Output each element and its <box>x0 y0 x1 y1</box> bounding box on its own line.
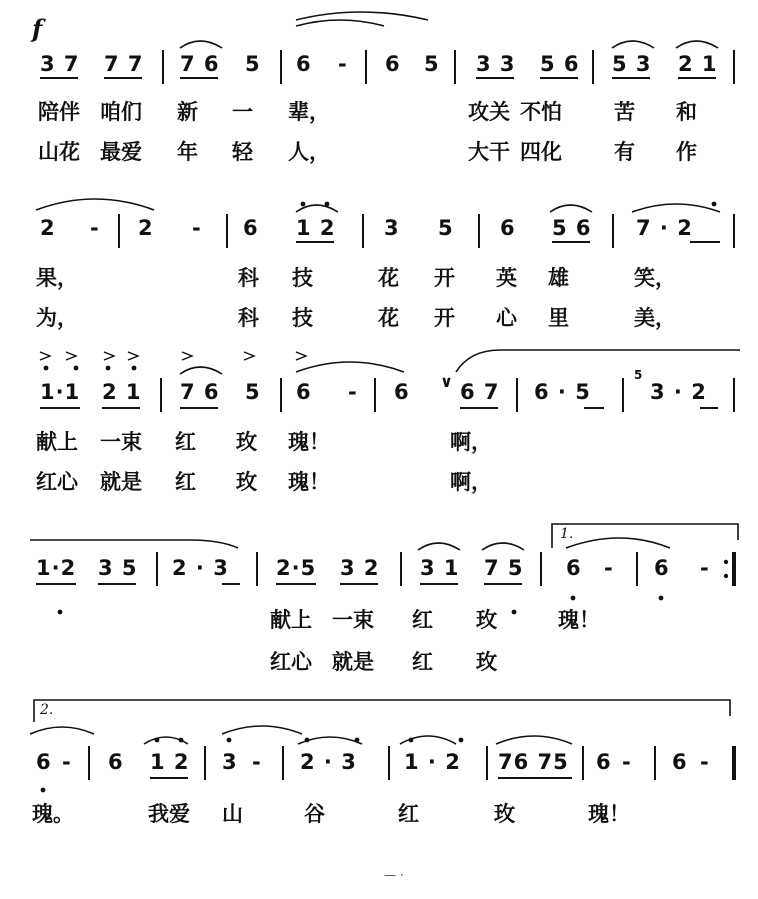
note-group: - <box>700 556 710 580</box>
note-group: - <box>252 750 262 774</box>
lyric-verse-1: 献上 <box>270 608 312 632</box>
note-group: 3 2 <box>340 556 380 580</box>
note-group: 3 · 2 <box>650 380 707 404</box>
note-group: 6 <box>296 52 312 76</box>
lyric-verse-1: 谷 <box>304 802 325 826</box>
lyric-verse-1: 苦 <box>614 100 635 124</box>
lyric-verse-2: 山花 <box>38 140 80 164</box>
note-group: 5 3 <box>612 52 652 76</box>
lyric-verse-2: 心 <box>496 306 517 330</box>
slur <box>296 362 404 372</box>
note-group: 5 <box>245 52 261 76</box>
slur <box>482 543 524 550</box>
lyric-verse-1: 技 <box>292 266 313 290</box>
lyric-verse-2: 红心 <box>36 470 78 494</box>
lyric-verse-1: 献上 <box>36 430 78 454</box>
note-group: 3 3 <box>476 52 516 76</box>
note-group: 2 · 3 <box>300 750 357 774</box>
lyric-verse-1: 红 <box>412 608 433 632</box>
slur <box>418 543 460 550</box>
lyric-verse-2: 玫 <box>236 470 257 494</box>
lyric-verse-2: 年 <box>177 140 198 164</box>
lyric-verse-1: 咱们 <box>100 100 142 124</box>
note-group: 1·1 <box>40 380 81 404</box>
lyric-verse-1: 不怕 <box>520 100 562 124</box>
lyric-verse-2: 四化 <box>520 140 562 164</box>
note-group: 7 7 <box>104 52 144 76</box>
slur <box>30 540 238 548</box>
note-group: - <box>338 52 348 76</box>
lyric-verse-1: 新 <box>177 100 198 124</box>
slur <box>30 727 94 734</box>
note-group: 5 6 <box>540 52 580 76</box>
dynamic-forte: f <box>32 14 43 43</box>
slur <box>550 205 592 212</box>
lyric-verse-1: 玫 <box>494 802 515 826</box>
note-group: 5 <box>438 216 454 240</box>
lyric-verse-2: 红 <box>412 650 433 674</box>
lyric-verse-2: 花 <box>378 306 399 330</box>
lyric-verse-1: 山 <box>222 802 243 826</box>
lyric-verse-1: 花 <box>378 266 399 290</box>
note-group: 6 <box>296 380 312 404</box>
lyric-verse-2: 玫 <box>476 650 497 674</box>
note-group: 7 6 <box>180 52 220 76</box>
lyric-verse-1: 玫 <box>476 608 497 632</box>
lyric-verse-1: 瑰。 <box>32 802 74 826</box>
lyric-verse-1: 啊， <box>450 430 492 454</box>
note-group: 1 2 <box>150 750 190 774</box>
lyric-verse-1: 我爱 <box>148 802 190 826</box>
slur <box>222 726 302 734</box>
note-group: 6 <box>385 52 401 76</box>
note-group: 3 7 <box>40 52 80 76</box>
slur <box>400 736 456 744</box>
slur <box>180 367 222 374</box>
lyric-verse-2: 最爱 <box>100 140 142 164</box>
lyric-verse-2: 作 <box>676 140 697 164</box>
note-group: 5 <box>424 52 440 76</box>
slur <box>36 199 154 210</box>
volta-1-bracket <box>552 524 738 548</box>
note-group: 6 <box>672 750 688 774</box>
lyric-verse-2: 技 <box>292 306 313 330</box>
lyric-verse-1: 果， <box>36 266 78 290</box>
volta-1-label: 1. <box>560 526 574 542</box>
note-group: 6 · 5 <box>534 380 591 404</box>
note-group: 5 <box>245 380 261 404</box>
lyric-verse-1: 一束 <box>332 608 374 632</box>
volta-2-bracket <box>34 700 730 722</box>
note-group: - <box>348 380 358 404</box>
note-group: 3 <box>384 216 400 240</box>
note-group: 2 1 <box>102 380 142 404</box>
note-group: 7 · 2 <box>636 216 693 240</box>
note-group: 6 <box>500 216 516 240</box>
lyric-verse-1: 和 <box>676 100 697 124</box>
note-group: 7 5 <box>484 556 524 580</box>
lyric-verse-2: 就是 <box>332 650 374 674</box>
note-group: 2 1 <box>678 52 718 76</box>
note-group: - <box>62 750 72 774</box>
slur <box>566 538 670 548</box>
note-group: 1 · 2 <box>404 750 461 774</box>
note-group: 6 <box>566 556 582 580</box>
slur <box>180 41 222 48</box>
lyric-verse-2: 大干 <box>468 140 510 164</box>
lyric-verse-1: 玫 <box>236 430 257 454</box>
note-group: - <box>90 216 100 240</box>
lyric-verse-2: 就是 <box>100 470 142 494</box>
lyric-verse-1: 攻关 <box>468 100 510 124</box>
lyric-verse-2: 开 <box>434 306 455 330</box>
lyric-verse-1: 雄 <box>548 266 569 290</box>
lyric-verse-1: 一 <box>232 100 253 124</box>
slur <box>676 41 718 48</box>
note-group: 2 <box>138 216 154 240</box>
lyric-verse-1: 一束 <box>100 430 142 454</box>
lyric-verse-1: 科 <box>238 266 259 290</box>
note-group: 76 75 <box>498 750 569 774</box>
lyric-verse-1: 瑰！ <box>558 608 600 632</box>
slur <box>496 736 572 744</box>
lyric-verse-1: 瑰！ <box>588 802 630 826</box>
page-number: — · <box>384 868 404 882</box>
lyric-verse-2: 瑰！ <box>288 470 330 494</box>
note-group: 2 <box>40 216 56 240</box>
note-group: 3 <box>222 750 238 774</box>
slur <box>612 41 654 48</box>
grace-note: 5 <box>634 368 643 382</box>
note-group: 3 1 <box>420 556 460 580</box>
note-group: 6 <box>36 750 52 774</box>
lyric-verse-2: 科 <box>238 306 259 330</box>
note-group: 6 <box>394 380 410 404</box>
note-group: 1·2 <box>36 556 77 580</box>
lyric-verse-2: 美， <box>634 306 676 330</box>
note-group: 2·5 <box>276 556 317 580</box>
slur <box>632 204 720 212</box>
lyric-verse-1: 陪伴 <box>38 100 80 124</box>
note-group: 3 5 <box>98 556 138 580</box>
slur <box>296 20 384 26</box>
lyric-verse-1: 笑， <box>634 266 676 290</box>
lyric-verse-2: 有 <box>614 140 635 164</box>
note-group: 1 2 <box>296 216 336 240</box>
slur <box>456 350 740 372</box>
note-group: 6 <box>654 556 670 580</box>
lyric-verse-1: 红 <box>398 802 419 826</box>
note-group: 6 7 <box>460 380 500 404</box>
slur <box>296 12 428 20</box>
note-group: 5 6 <box>552 216 592 240</box>
lyric-verse-2: 为， <box>36 306 78 330</box>
lyric-verse-1: 开 <box>434 266 455 290</box>
note-group: - <box>192 216 202 240</box>
note-group: 6 <box>108 750 124 774</box>
lyric-verse-2: 红心 <box>270 650 312 674</box>
lyric-verse-2: 轻 <box>232 140 253 164</box>
breath-mark: ∨ <box>440 372 453 391</box>
note-group: 2 · 3 <box>172 556 229 580</box>
lyric-verse-2: 红 <box>175 470 196 494</box>
lyric-verse-2: 里 <box>548 306 569 330</box>
note-group: 6 <box>596 750 612 774</box>
note-group: 7 6 <box>180 380 220 404</box>
lyric-verse-2: 人， <box>288 140 330 164</box>
note-group: 6 <box>243 216 259 240</box>
lyric-verse-1: 红 <box>175 430 196 454</box>
note-group: - <box>700 750 710 774</box>
lyric-verse-1: 英 <box>496 266 517 290</box>
lyric-verse-1: 辈， <box>288 100 330 124</box>
volta-2-label: 2. <box>40 702 54 718</box>
note-group: - <box>604 556 614 580</box>
lyric-verse-2: 啊， <box>450 470 492 494</box>
note-group: - <box>622 750 632 774</box>
lyric-verse-1: 瑰！ <box>288 430 330 454</box>
